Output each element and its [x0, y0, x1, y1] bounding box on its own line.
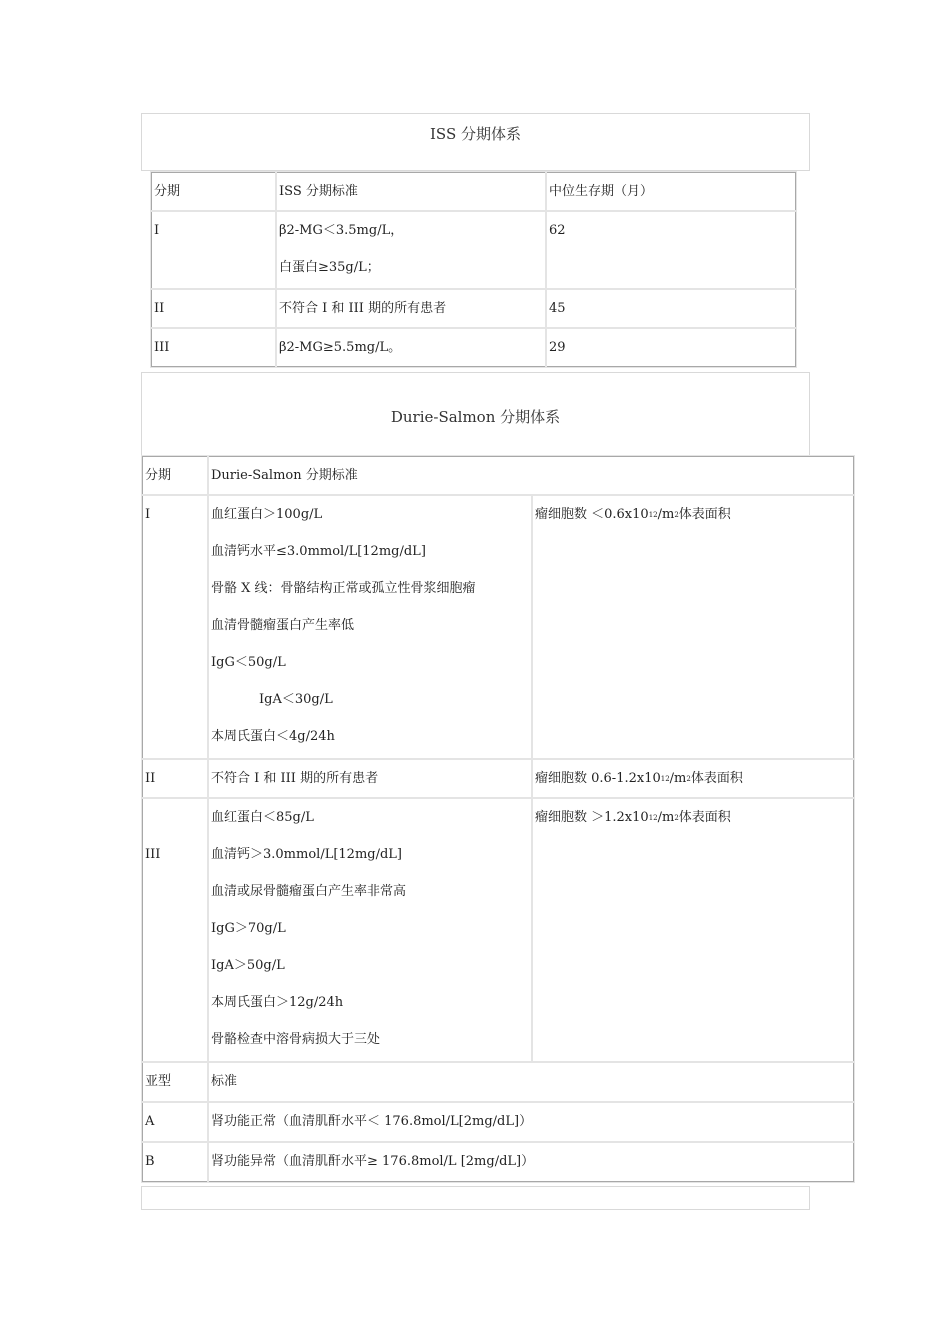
iss-header-stage: 分期: [151, 172, 276, 211]
ds-subtype-row: [142, 1102, 854, 1142]
ds-tumor-cell: 瘤细胞数 0.6-1.2x1012/m2体表面积: [532, 759, 854, 798]
iss-table: [151, 172, 796, 367]
ds-header-criteria: Durie-Salmon 分期标准: [208, 456, 854, 495]
ds-stage-cell: II: [142, 759, 208, 798]
ds-row: [142, 759, 854, 798]
ds-row: [142, 798, 854, 1062]
ds-tumor-cell: 瘤细胞数 ＜0.6x1012/m2体表面积: [532, 495, 854, 759]
ds-table: [142, 456, 854, 1182]
iss-header-row: [151, 172, 796, 211]
ds-subtype-type-cell: A: [142, 1102, 208, 1142]
iss-title: ISS 分期体系: [430, 125, 521, 143]
iss-survival-cell: 62: [546, 211, 796, 289]
iss-row: [151, 328, 796, 367]
iss-criteria-cell: 不符合 I 和 III 期的所有患者: [276, 289, 546, 328]
ds-subtype-criteria-cell: 肾功能正常（血清肌酐水平＜ 176.8mol/L[2mg/dL]）: [208, 1102, 854, 1142]
ds-subtype-header-type: 亚型: [142, 1062, 208, 1102]
ds-header-stage: 分期: [142, 456, 208, 495]
iss-survival-cell: 45: [546, 289, 796, 328]
ds-subtype-row: [142, 1142, 854, 1182]
ds-row: [142, 495, 854, 759]
ds-subtype-criteria-cell: 肾功能异常（血清肌酐水平≥ 176.8mol/L [2mg/dL]）: [208, 1142, 854, 1182]
iss-row: [151, 289, 796, 328]
ds-subtype-header-row: [142, 1062, 854, 1102]
iss-stage-cell: I: [151, 211, 276, 289]
ds-stage-cell: I: [142, 495, 208, 759]
iss-header-criteria: ISS 分期标准: [276, 172, 546, 211]
bottom-frame: [141, 1186, 810, 1210]
iss-header-survival: 中位生存期（月）: [546, 172, 796, 211]
ds-stage-cell: III: [142, 798, 208, 1062]
iss-stage-cell: II: [151, 289, 276, 328]
iss-criteria-cell: β2-MG＜3.5mg/L， 白蛋白≥35g/L；: [276, 211, 546, 289]
ds-tumor-cell: 瘤细胞数 ＞1.2x1012/m2体表面积: [532, 798, 854, 1062]
ds-subtype-type-cell: B: [142, 1142, 208, 1182]
ds-subtype-header-criteria: 标准: [208, 1062, 854, 1102]
iss-criteria-cell: β2-MG≥5.5mg/L。: [276, 328, 546, 367]
ds-header-row: [142, 456, 854, 495]
iss-row: [151, 211, 796, 289]
ds-criteria-cell: 血红蛋白＞100g/L 血清钙水平≤3.0mmol/L[12mg/dL] 骨骼 X 线：骨骼结构正常或孤立性骨浆细胞瘤 血清骨髓瘤蛋白产生率低 IgG＜50g/L IgA＜30g/L 本周氏蛋白＜4g/24h: [208, 495, 532, 759]
iss-stage-cell: III: [151, 328, 276, 367]
ds-criteria-cell: 血红蛋白＜85g/L 血清钙＞3.0mmol/L[12mg/dL] 血清或尿骨髓瘤蛋白产生率非常高 IgG＞70g/L IgA＞50g/L 本周氏蛋白＞12g/24h 骨骼检查中溶骨病损大于三处: [208, 798, 532, 1062]
ds-title: Durie-Salmon 分期体系: [390, 408, 561, 426]
ds-criteria-cell: 不符合 I 和 III 期的所有患者: [208, 759, 532, 798]
iss-survival-cell: 29: [546, 328, 796, 367]
